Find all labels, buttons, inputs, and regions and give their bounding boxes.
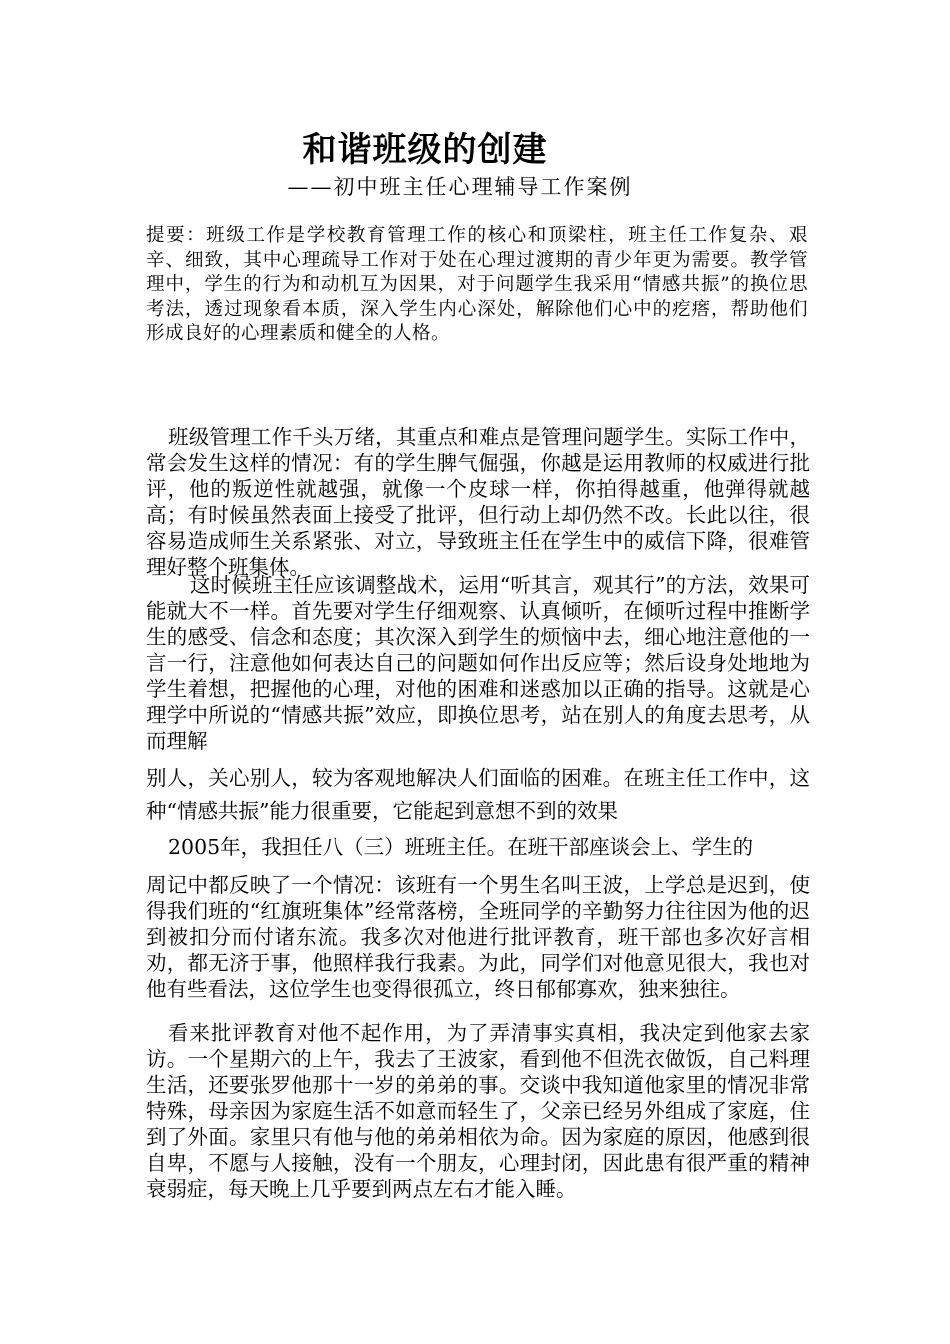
abstract-paragraph: 提要：班级工作是学校教育管理工作的核心和顶梁柱，班主任工作复杂、艰辛、细致，其中心理疏导工作对于处在心理过渡期的青少年更为需要。教学管理中，学生的行为和动机互为因果，对于问题学生我采用“情感共振”的换位思考法，透过现象看本质，深入学生内心深处，解除他们心中的疙瘩，帮助他们形成良好的心理素质和健全的人格。 (146, 225, 808, 344)
body-paragraph-2: 这时候班主任应该调整战术，运用“听其言，观其行”的方法，效果可能就大不一样。首先要对学生仔细观察、认真倾听，在倾听过程中推断学生的感受、信念和态度；其次深入到学生的烦恼中去，细心地注意他的一言一行，注意他如何表达自己的问题如何作出反应等；然后设身处地地为学生着想，把握他的心理，对他的困难和迷惑加以正确的指导。这就是心理学中所说的“情感共振”效应，即换位思考，站在别人的角度去思考，从而理解 (146, 573, 810, 753)
body-paragraph-1: 班级管理工作千头万绪，其重点和难点是管理问题学生。实际工作中，常会发生这样的情况：有的学生脾气倔强，你越是运用教师的权威进行批评，他的叛逆性就越强，就像一个皮球一样，你拍得越重，他弹得就越高；有时候虽然表面上接受了批评，但行动上却仍然不改。长此以往，很容易造成师生关系紧张、对立，导致班主任在学生中的威信下降，很难管理好整个班集体。 (146, 425, 810, 579)
body-paragraph-3: 周记中都反映了一个情况：该班有一个男生名叫王波，上学总是迟到，使得我们班的“红旗班集体”经常落榜，全班同学的辛勤努力往往因为他的迟到被扣分而付诸东流。我多次对他进行批评教育，班干部也多次好言相劝，都无济于事，他照样我行我素。为此，同学们对他意见很大，我也对他有些看法，这位学生也变得很孤立，终日郁郁寡欢，独来独往。 (146, 873, 810, 1001)
body-paragraph-3-first-line: 2005年，我担任八（三）班班主任。在班干部座谈会上、学生的 (168, 835, 754, 859)
document-subtitle: ——初中班主任心理辅导工作案例 (287, 175, 633, 199)
body-paragraph-4: 看来批评教育对他不起作用，为了弄清事实真相，我决定到他家去家访。一个星期六的上午，我去了王波家，看到他不但洗衣做饭，自己料理生活，还要张罗他那十一岁的弟弟的事。交谈中我知道他家里的情况非常特殊，母亲因为家庭生活不如意而轻生了，父亲已经另外组成了家庭，住到了外面。家里只有他与他的弟弟相依为命。因为家庭的原因，他感到很自卑，不愿与人接触，没有一个朋友，心理封闭，因此患有很严重的精神衰弱症，每天晚上几乎要到两点左右才能入睡。 (146, 1021, 810, 1201)
document-title: 和谐班级的创建 (302, 130, 548, 170)
body-paragraph-2-continued: 别人，关心别人，较为客观地解决人们面临的困难。在班主任工作中，这种“情感共振”能力很重要，它能起到意想不到的效果 (146, 766, 810, 823)
